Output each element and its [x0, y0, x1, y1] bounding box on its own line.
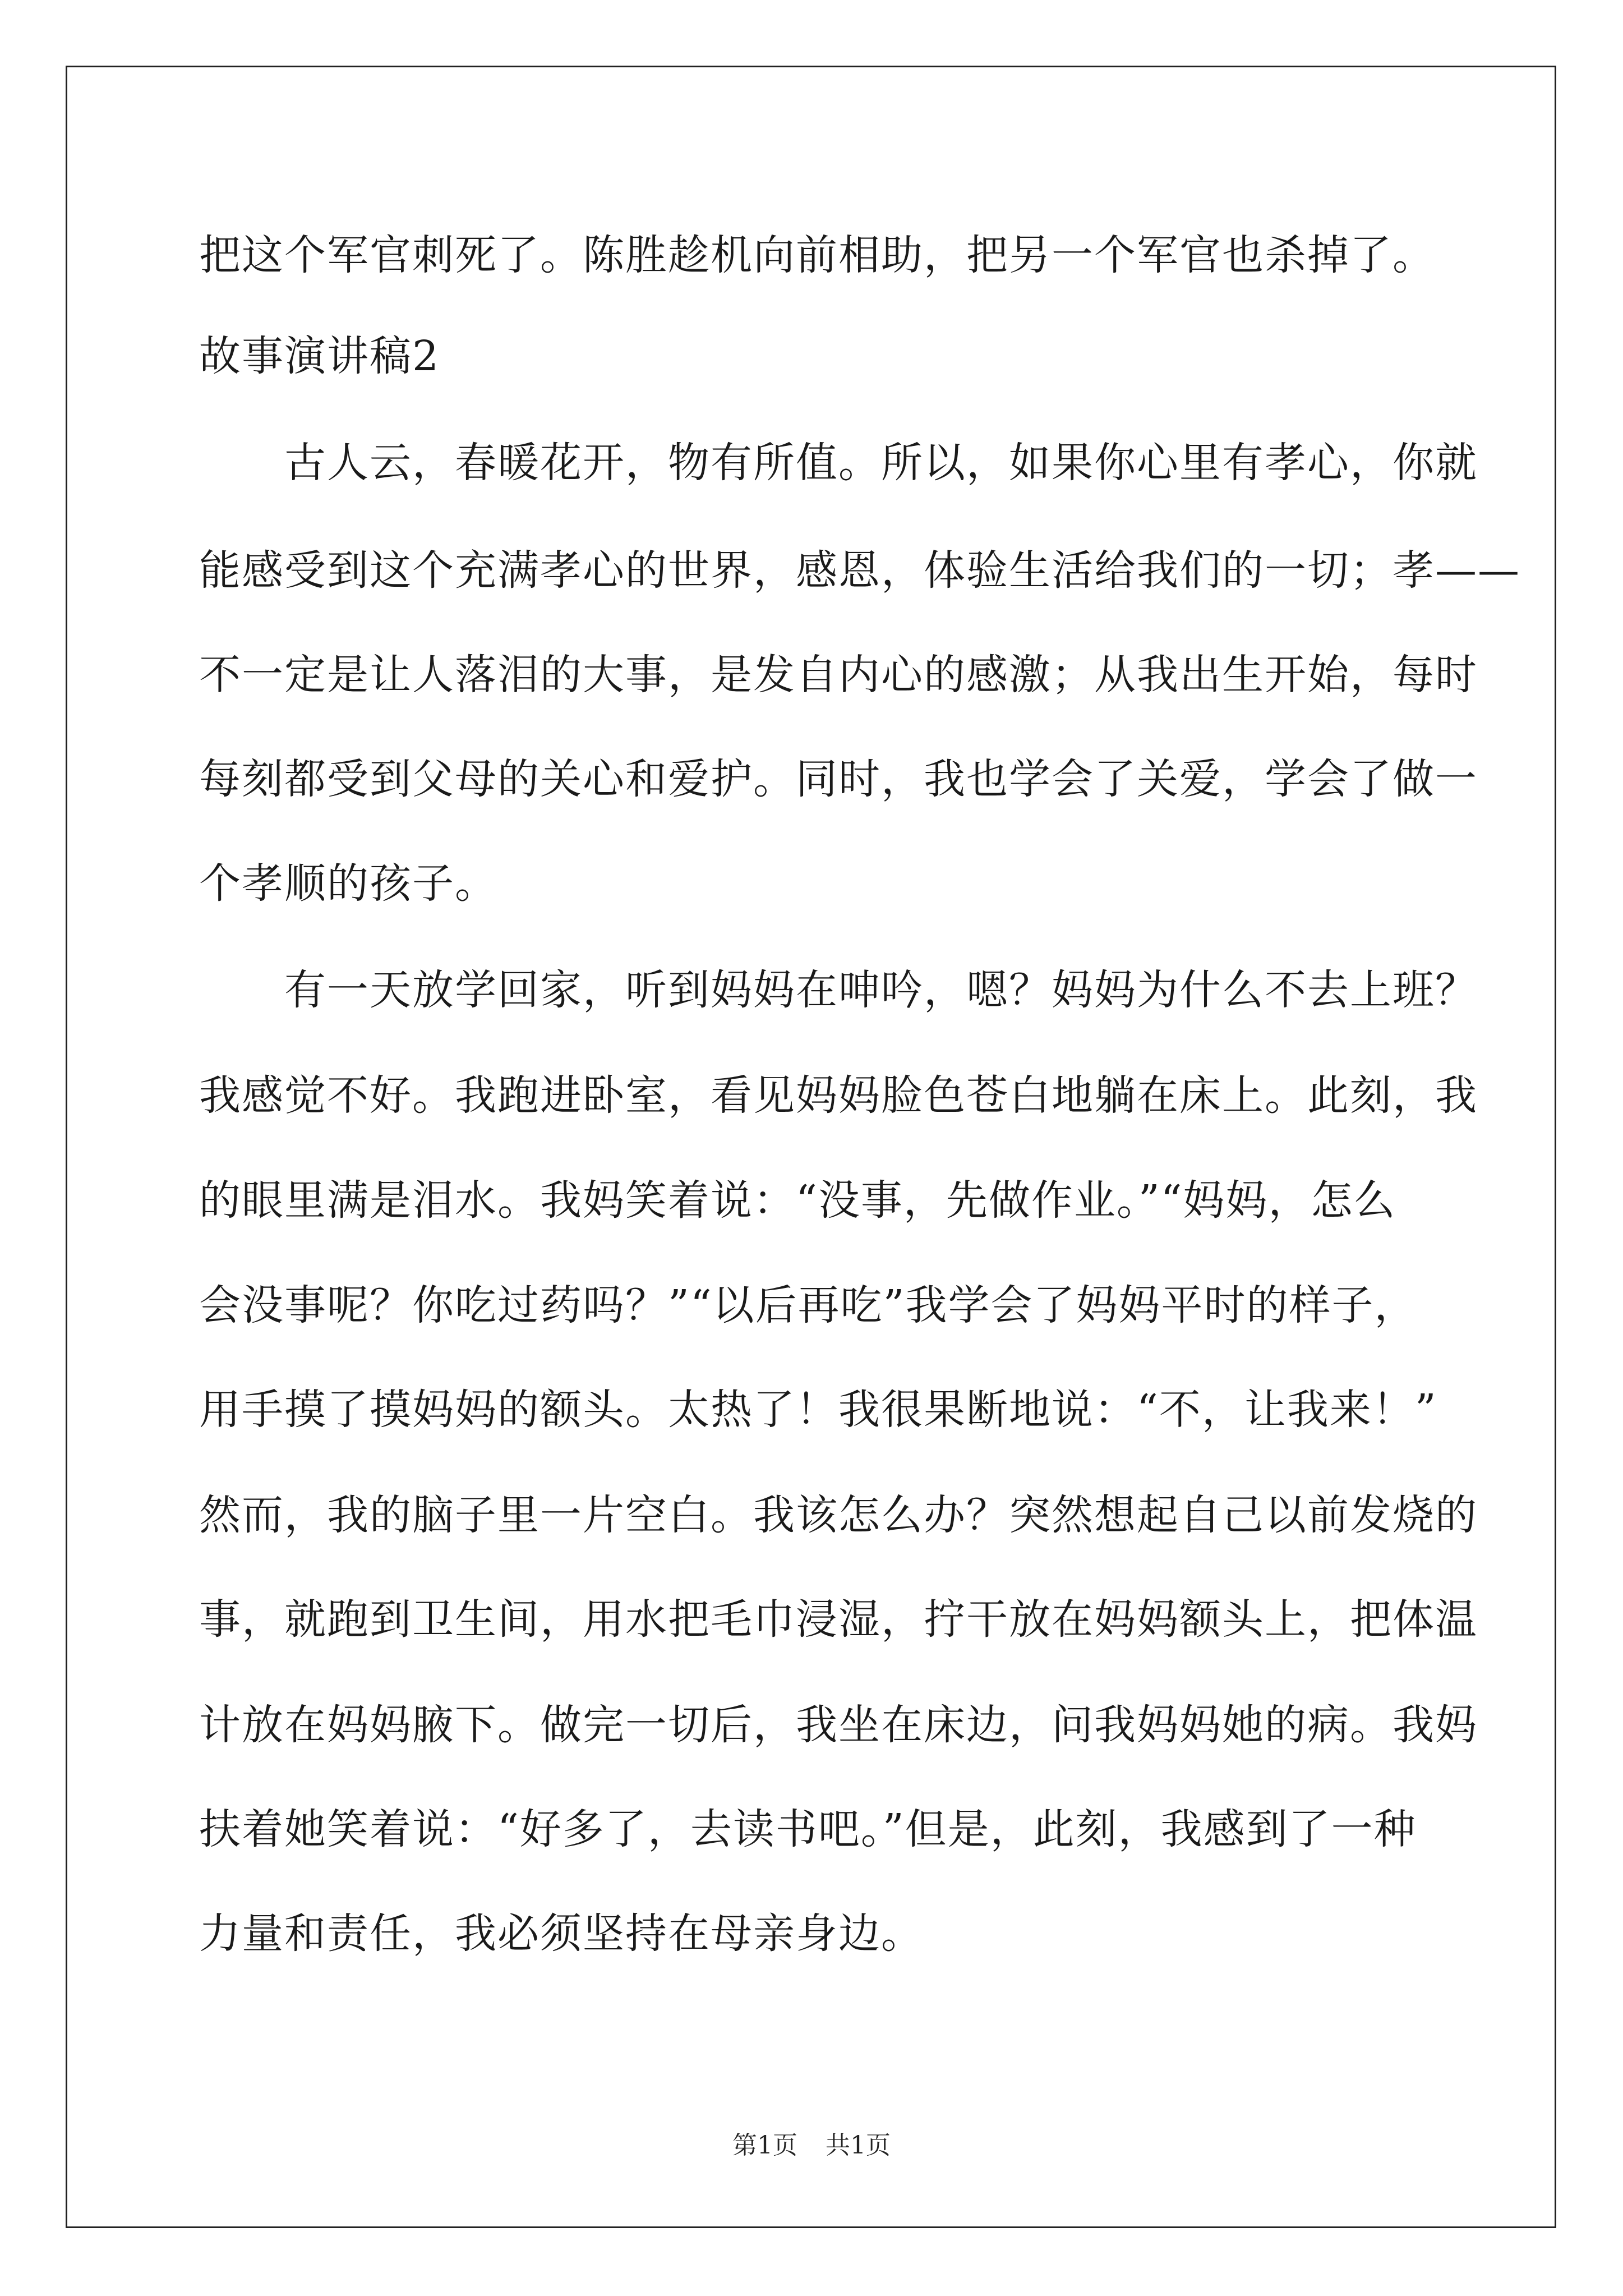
text-line: 扶着她笑着说：“好多了，去读书吧。”但是，此刻，我感到了一种 — [199, 1805, 1417, 1853]
page-footer — [0, 2129, 1623, 2162]
section-heading: 故事演讲稿2 — [199, 332, 440, 380]
text-line: 计放在妈妈腋下。做完一切后，我坐在床边，问我妈妈她的病。我妈 — [199, 1701, 1478, 1749]
text-line: 我感觉不好。我跑进卧室，看见妈妈脸色苍白地躺在床上。此刻，我 — [199, 1071, 1478, 1120]
page-number: 第1页 — [732, 2131, 797, 2160]
text-line: 古人云，春暖花开，物有所值。所以，如果你心里有孝心，你就 — [199, 439, 1478, 487]
text-line: 的眼里满是泪水。我妈笑着说：“没事，先做作业。”“妈妈，怎么 — [199, 1176, 1396, 1225]
text-line: 能感受到这个充满孝心的世界，感恩，体验生活给我们的一切；孝—— — [199, 546, 1520, 595]
text-line: 个孝顺的孩子。 — [199, 859, 497, 908]
text-line: 然而，我的脑子里一片空白。我该怎么办？突然想起自己以前发烧的 — [199, 1491, 1478, 1539]
page-total: 共1页 — [826, 2131, 891, 2160]
text-line: 会没事呢？你吃过药吗？”“以后再吃”我学会了妈妈平时的样子， — [199, 1281, 1417, 1329]
text-line: 力量和责任，我必须坚持在母亲身边。 — [199, 1910, 924, 1958]
text-line: 每刻都受到父母的关心和爱护。同时，我也学会了关爱，学会了做一 — [199, 755, 1478, 803]
text-line: 用手摸了摸妈妈的额头。太热了！我很果断地说：“不，让我来！” — [199, 1386, 1437, 1434]
text-line: 有一天放学回家，听到妈妈在呻吟，嗯？妈妈为什么不去上班？ — [199, 966, 1478, 1014]
text-line: 事，就跑到卫生间，用水把毛巾浸湿，拧干放在妈妈额头上，把体温 — [199, 1595, 1478, 1644]
text-line: 把这个军官刺死了。陈胜趁机向前相助，把另一个军官也杀掉了。 — [199, 231, 1435, 279]
text-line: 不一定是让人落泪的大事，是发自内心的感激；从我出生开始，每时 — [199, 651, 1478, 699]
page-border — [66, 66, 1556, 2228]
